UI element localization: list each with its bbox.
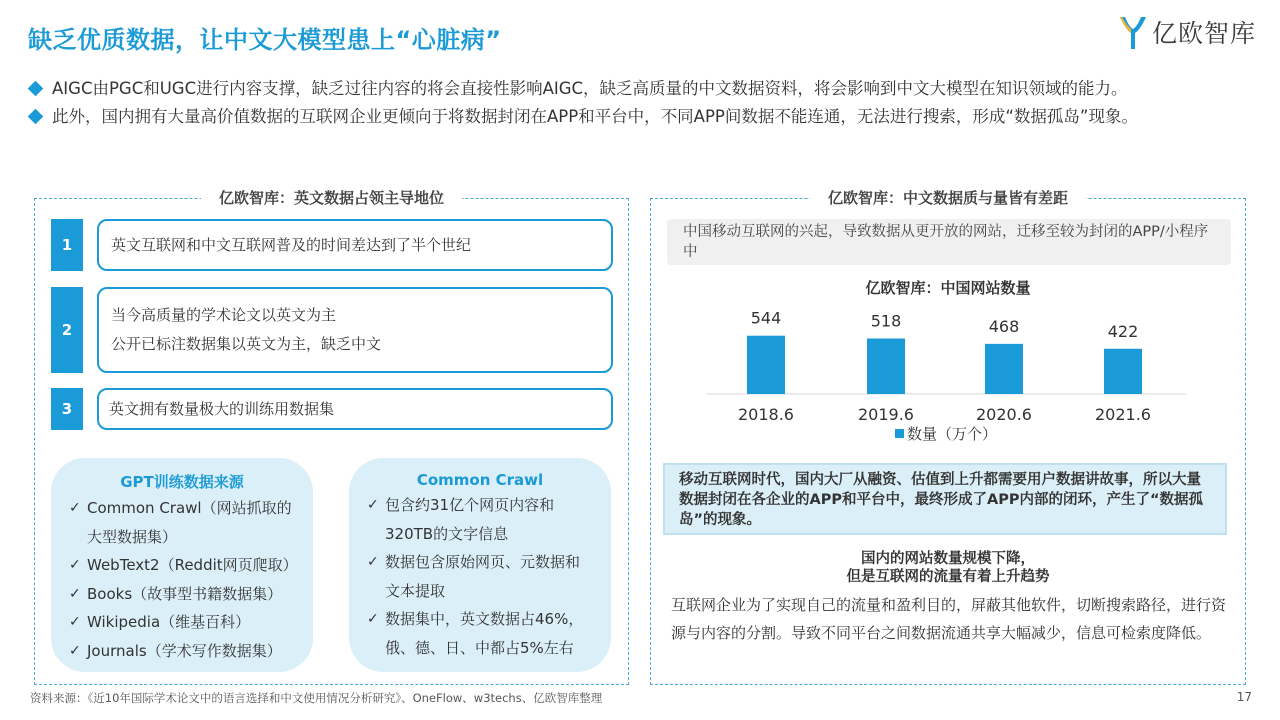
check-icon: ✓ — [69, 585, 81, 602]
bar-2020.6 — [985, 344, 1023, 394]
check-icon: ✓ — [69, 557, 81, 573]
cc-box-title: Common Crawl — [416, 471, 544, 489]
bullet-item — [30, 78, 1260, 100]
data-label: 518 — [870, 311, 902, 331]
list-item: ✓ Journals（学术写作数据集） — [69, 637, 305, 666]
subsection-title: 国内的网站数量规模下降， 但是互联网的流量有着上升趋势 — [846, 551, 1050, 585]
check-icon: ✓ — [367, 611, 379, 627]
check-icon: ✓ — [367, 497, 379, 513]
item-line: 当今高质量的学术论文以英文为主 — [111, 306, 337, 324]
x-tick-label: 2020.6 — [976, 405, 1032, 424]
diamond-bullet-icon — [28, 81, 44, 97]
yiou-logo-icon — [1118, 14, 1148, 50]
page-title: 缺乏优质数据，让中文大模型患上“心脏病” — [28, 26, 502, 54]
list-item: ✓ WebText2（Reddit网页爬取） — [69, 551, 305, 580]
legend-swatch — [895, 429, 904, 438]
check-icon: ✓ — [367, 554, 379, 570]
item-content — [97, 219, 613, 271]
item-line: 公开已标注数据集以英文为主，缺乏中文 — [111, 335, 382, 353]
gpt-data-source-box — [51, 458, 313, 672]
website-count-chart — [651, 299, 1247, 449]
item-content — [97, 388, 613, 430]
source-note: 资料来源：《近10年国际学术论文中的语言选择和中文使用情况分析研究》、OneFlow、w3techs、亿欧智库整理 — [30, 691, 603, 705]
list-item: ✓ 包含约31亿个网页内容和320TB的文字信息 — [367, 491, 589, 548]
item-line: 英文互联网和中文互联网普及的时间差达到了半个世纪 — [111, 235, 472, 254]
page-number: 17 — [1236, 690, 1252, 704]
x-tick-label: 2018.6 — [738, 405, 794, 424]
item-number: 2 — [51, 287, 83, 373]
check-icon: ✓ — [69, 500, 81, 516]
intro-box: 中国移动互联网的兴起，导致数据从更开放的网站，迁移至较为封闭的APP/小程序中 — [667, 219, 1231, 265]
panel-title-text: 亿欧智库：英文数据占领主导地位 — [201, 189, 462, 207]
check-icon: ✓ — [69, 642, 81, 659]
panel-title — [651, 187, 1245, 208]
bar-2021.6 — [1104, 349, 1142, 394]
list-item: ✓ Books（故事型书籍数据集） — [69, 580, 305, 609]
english-data-panel — [34, 189, 629, 685]
chart-title: 亿欧智库：中国网站数量 — [865, 279, 1031, 297]
logo-text: 亿欧智库 — [1151, 19, 1256, 48]
legend-label: 数量（万个） — [907, 425, 998, 443]
bullet-item — [30, 106, 1260, 128]
subsection-text: 互联网企业为了实现自己的流量和盈利目的，屏蔽其他软件，切断搜索路径，进行资源与内容的分割。导致不同平台之间数据流通共享大幅减少，信息可检索度降低。 — [671, 596, 1227, 642]
numbered-item — [51, 287, 613, 373]
numbered-item — [51, 388, 613, 430]
panel-title-text: 亿欧智库：中文数据质与量皆有差距 — [810, 189, 1086, 207]
x-tick-label: 2019.6 — [858, 405, 914, 424]
item-number: 3 — [51, 388, 83, 430]
list-item: ✓ Common Crawl（网站抓取的大型数据集） — [69, 494, 305, 551]
list-item: ✓ 数据包含原始网页、元数据和文本提取 — [367, 548, 589, 605]
intro-bullets — [30, 78, 1260, 134]
numbered-item — [51, 219, 613, 271]
chinese-data-panel — [650, 189, 1246, 685]
data-label: 468 — [988, 316, 1020, 336]
check-icon: ✓ — [69, 614, 81, 630]
panel-title — [35, 187, 628, 208]
list-item: ✓ 数据集中，英文数据占46%，俄、德、日、中都占5%左右 — [367, 605, 589, 662]
bullet-text: 此外，国内拥有大量高价值数据的互联网企业更倾向于将数据封闭在APP和平台中，不同APP间数据不能连通，无法进行搜索，形成“数据孤岛”现象。 — [52, 107, 1138, 126]
logo — [1118, 14, 1256, 50]
bar-2019.6 — [867, 339, 905, 395]
bullet-text: AIGC由PGC和UGC进行内容支撑，缺乏过往内容的将会直接性影响AIGC，缺乏高质量的中文数据资料，将会影响到中文大模型在知识领域的能力。 — [52, 79, 1128, 98]
highlight-box: 移动互联网时代，国内大厂从融资、估值到上升都需要用户数据讲故事，所以大量数据封闭在各企业的APP和平台中，最终形成了APP内部的闭环，产生了“数据孤岛”的现象。 — [663, 463, 1227, 535]
chart-legend — [895, 425, 997, 443]
item-line: 英文拥有数量极大的训练用数据集 — [109, 399, 335, 418]
common-crawl-box — [349, 458, 611, 672]
gpt-box-title: GPT训练数据来源 — [120, 473, 244, 491]
diamond-bullet-icon — [28, 109, 44, 125]
x-tick-label: 2021.6 — [1095, 405, 1151, 424]
list-item: ✓ Wikipedia（维基百科） — [69, 608, 305, 637]
bar-2018.6 — [747, 336, 785, 394]
item-number: 1 — [51, 219, 83, 271]
data-label: 544 — [750, 308, 782, 328]
item-content — [97, 287, 613, 373]
data-label: 422 — [1107, 321, 1139, 341]
